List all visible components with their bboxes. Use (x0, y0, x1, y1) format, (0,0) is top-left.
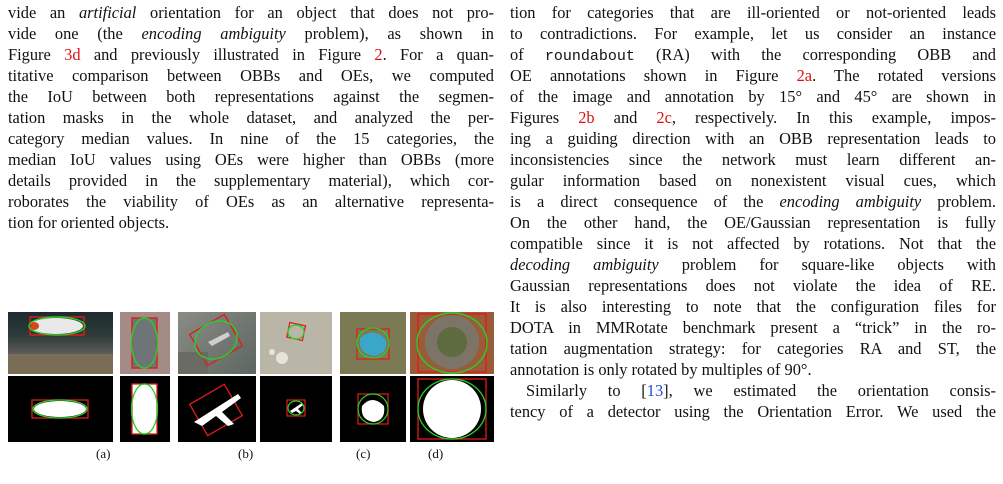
left-text-column (8, 2, 494, 233)
text-line: Figure 3d and previously illustrated in Figure 2. For a quan- (8, 45, 494, 64)
text-line: titative comparison between OBBs and OEs, we computed (8, 66, 494, 85)
figure-reference-link[interactable]: 2b (578, 108, 595, 127)
tennis-court-aerial-image (120, 312, 170, 374)
text-line: decoding ambiguity problem for square-like objects with (510, 255, 997, 274)
text-line: to contradictions. For example, let us consider an instance (510, 24, 996, 43)
figure-reference-link[interactable]: 3d (64, 45, 81, 64)
text-line: the IoU between both representations against the segmen- (8, 87, 494, 106)
text-line: tation augmentation strategy: for categories RA and ST, the (510, 339, 996, 358)
caption-a: (a) (96, 446, 111, 461)
text-line: is a direct consequence of the encoding ambiguity problem. (510, 192, 997, 211)
figure-reference-link[interactable]: 2a (796, 66, 813, 85)
small-plane-aerial-image (260, 312, 332, 374)
tennis-court-segmentation-mask (120, 376, 170, 442)
text-line: ing a guiding direction with an OBB representation leads to (510, 129, 996, 148)
swimming-pool-segmentation-mask (340, 376, 406, 442)
text-line: compatible since it is not affected by rotations. Not that the (510, 234, 996, 253)
text-line: tency of a detector using the Orientation Error. We used the (510, 402, 996, 421)
text-line: Similarly to [13], we estimated the orientation consis- (526, 381, 996, 400)
text-line: tion for categories that are ill-oriented or not-oriented leads (510, 3, 996, 22)
text-line: It is also interesting to note that the configuration files for (510, 297, 996, 316)
plane-aerial-image (178, 312, 256, 374)
text-line: tion for oriented objects. (8, 213, 170, 232)
figure-3 (8, 312, 494, 462)
text-line: On the other hand, the OE/Gaussian representation is fully (510, 213, 996, 232)
text-line: roborates the viability of OEs as an alternative representa- (8, 192, 494, 211)
citation-link[interactable]: 13 (646, 381, 664, 400)
text-line: of roundabout (RA) with the corresponding OBB and (510, 45, 996, 65)
small-plane-segmentation-mask (260, 376, 332, 442)
text-line: tation masks in the whole dataset, and analyzed the per- (8, 108, 494, 127)
text-line: OE annotations shown in Figure 2a. The rotated versions (510, 66, 996, 85)
emphasis-text: artificial (78, 3, 137, 22)
emphasis-text: decoding ambiguity (510, 255, 659, 274)
figure-reference-link[interactable]: 2 (374, 45, 383, 64)
ship-aerial-image (8, 312, 113, 374)
right-text-column (510, 2, 996, 422)
swimming-pool-aerial-image (340, 312, 406, 374)
caption-c: (c) (356, 446, 371, 461)
emphasis-text: encoding ambiguity (141, 24, 286, 43)
text-line: vide an artificial orientation for an object that does not pro- (8, 3, 494, 22)
ship-segmentation-mask (8, 376, 113, 442)
text-line: inconsistencies since the network must learn different an- (510, 150, 996, 169)
text-line: category median values. In nine of the 15 categories, the (8, 129, 494, 148)
text-line: gular information based on nonexistent visual cues, which (510, 171, 996, 190)
text-line: of the image and annotation by 15° and 45° are shown in (510, 87, 996, 106)
text-line: median IoU values using OEs were higher than OBBs (more (8, 150, 494, 169)
text-line: annotation is only rotated by multiples of 90°. (510, 360, 812, 379)
code-text: roundabout (544, 48, 635, 65)
plane-segmentation-mask (178, 376, 256, 442)
roundabout-aerial-image (410, 312, 494, 374)
text-line: DOTA in MMRotate benchmark present a “trick” in the ro- (510, 318, 996, 337)
text-line: Gaussian representations does not violate the idea of RE. (510, 276, 996, 295)
roundabout-segmentation-mask (410, 376, 494, 442)
text-line: Figures 2b and 2c, respectively. In this example, impos- (510, 108, 996, 127)
figure-reference-link[interactable]: 2c (656, 108, 672, 127)
caption-b: (b) (238, 446, 254, 461)
text-line: vide one (the encoding ambiguity problem), as shown in (8, 24, 494, 43)
caption-d: (d) (428, 446, 444, 461)
emphasis-text: encoding ambiguity (779, 192, 922, 211)
text-line: details provided in the supplementary material), which cor- (8, 171, 494, 190)
